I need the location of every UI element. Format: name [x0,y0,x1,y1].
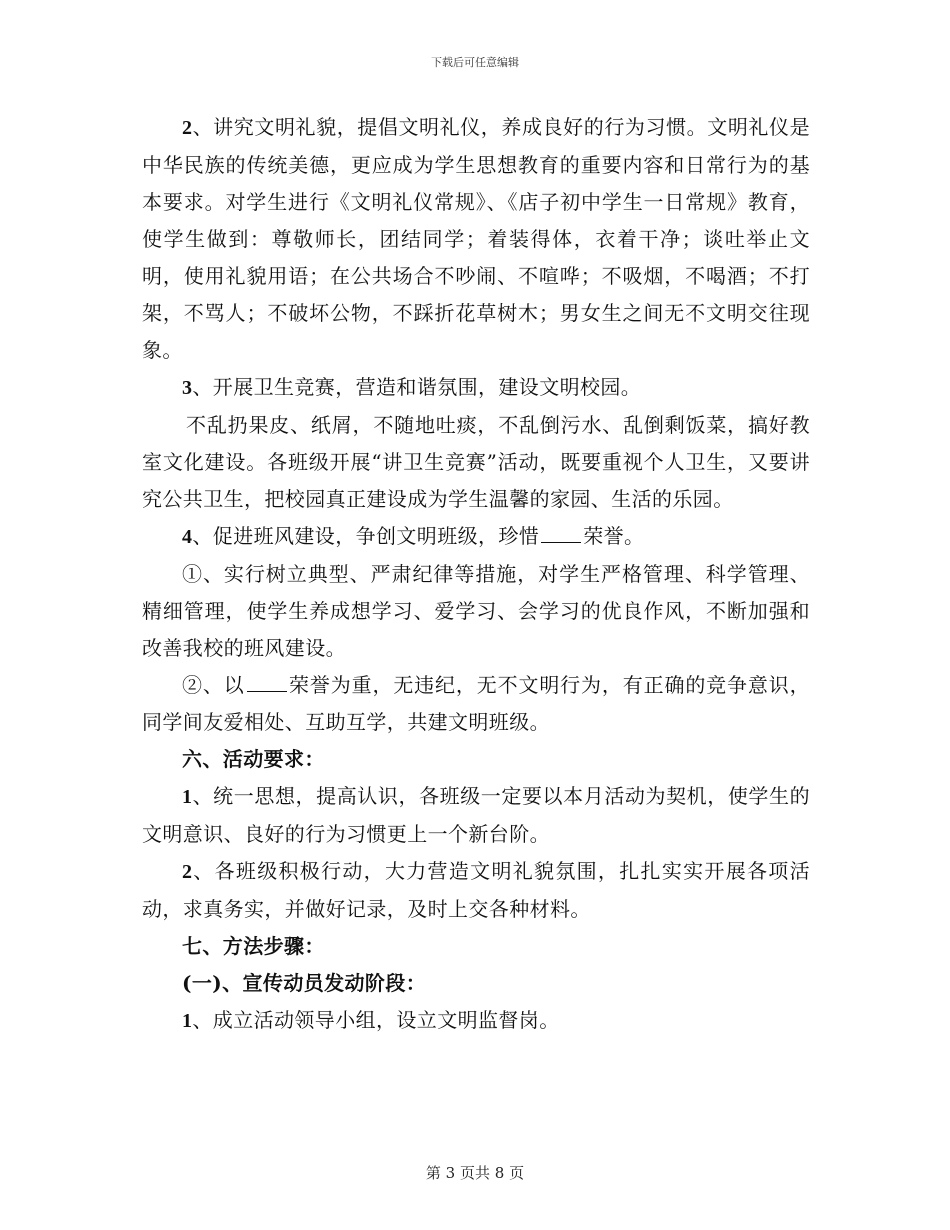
paragraph-text: ②、以 [182,673,245,697]
paragraph-text: 、促进班风建设，争创文明班级，珍惜 [192,524,540,548]
paragraph-measure-1 [142,556,810,667]
item-number: 2 [182,861,193,883]
page-footer: 第 3 页共 8 页 [425,1164,525,1182]
paragraph-text: 、各班级积极行动，大力营造文明礼貌氛围，扎扎实实开展各项活动，求真务实，并做好记录，及时上交各种材料。 [142,859,810,921]
document-body [142,109,810,1040]
item-number: 2 [182,117,193,139]
paragraph-hygiene-heading [142,369,810,407]
paragraph-text: ①、实行树立典型、严肃纪律等措施，对学生严格管理、科学管理、精细管理，使学生养成想学习、爱学习、会学习的优良作风，不断加强和改善我校的班风建设。 [142,562,810,660]
page-header: 下载后可任意编辑 [431,56,519,69]
item-number: 1 [182,1010,193,1032]
paragraph-text: 荣誉为重，无违纪，无不文明行为，有正确的竞争意识，同学间友爱相处、互助互学，共建文明班级。 [142,673,811,734]
paragraph-text: 、讲究文明礼貌，提倡文明礼仪，养成良好的行为习惯。文明礼仪是中华民族的传统美德，更应成为学生思想教育的重要内容和日常行为的基本要求。对学生进行《文明礼仪常规》、《店子初中学生一日常规》教育，使学生做到：尊敬师长，团结同学；着装得体，衣着干净；谈吐举止文明，使用礼貌用语；在公共场合不吵闹、不喧哗；不吸烟，不喝酒；不打架，不骂人；不破坏公物，不踩折花草树木；男女生之间无不文明交往现象。 [142,115,810,362]
heading-text: 七、方法步骤： [182,934,325,958]
paragraph-step-1 [142,1002,810,1040]
fill-in-blank [247,673,287,692]
paragraph-text: 荣誉。 [583,524,645,548]
paragraph-text: 、开展卫生竞赛，营造和谐氛围，建设文明校园。 [192,375,642,399]
paragraph-text: 、成立活动领导小组，设立文明监督岗。 [192,1008,560,1032]
paragraph-class-style [142,518,810,556]
paragraph-text: 、统一思想，提高认识，各班级一定要以本月活动为契机，使学生的文明意识、良好的行为习惯更上一个新台阶。 [142,784,810,846]
heading-text: (一)、宣传动员发动阶段： [182,971,427,995]
subsection-heading-mobilization [142,965,810,1002]
section-heading-requirements [142,741,810,778]
item-number: 1 [182,786,193,808]
paragraph-text: 不乱扔果皮、纸屑，不随地吐痰，不乱倒污水、乱倒剩饭菜，搞好教室文化建设。各班级开展“讲卫生竞赛”活动，既要重视个人卫生，又要讲究公共卫生，把校园真正建设成为学生温馨的家园、生活的乐园。 [142,413,810,511]
item-number: 4 [182,526,193,548]
paragraph-requirement-1 [142,778,810,853]
item-number: 3 [182,377,193,399]
paragraph-hygiene-body [142,407,810,518]
fill-in-blank [541,524,581,543]
paragraph-measure-2 [142,667,810,741]
section-heading-steps [142,928,810,965]
paragraph-requirement-2 [142,853,810,928]
paragraph-courtesy [142,109,810,369]
heading-text: 六、活动要求： [182,747,325,771]
